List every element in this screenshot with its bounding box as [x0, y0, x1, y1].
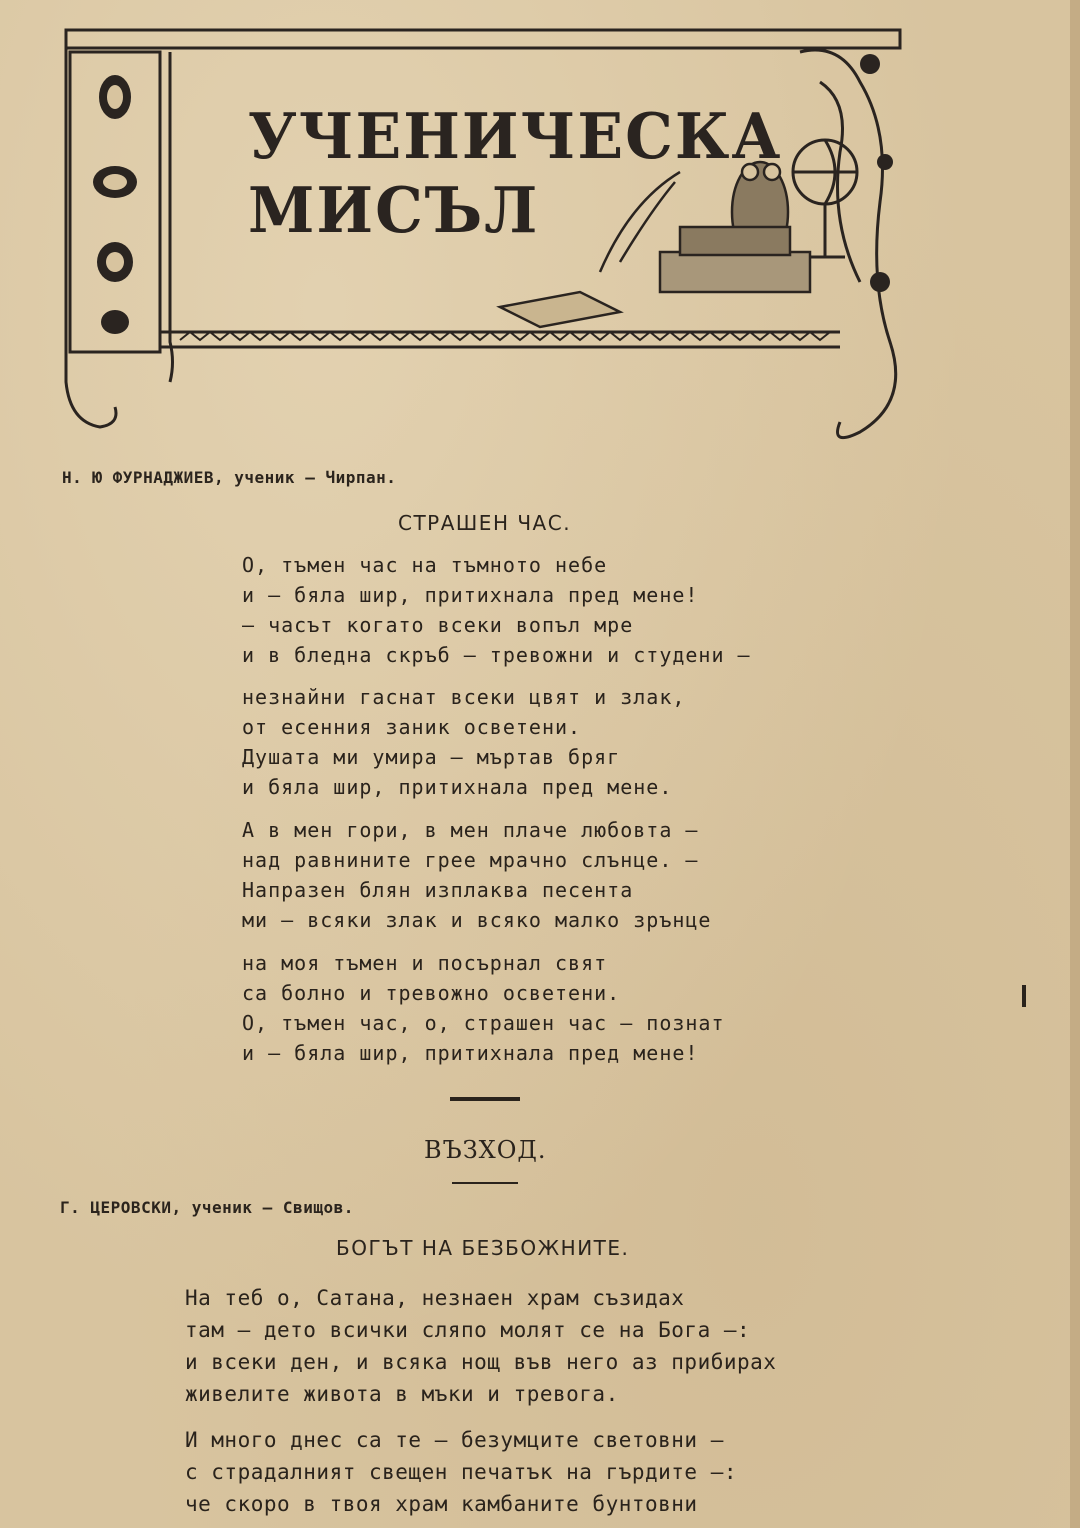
- poem-line: О, тъмен час на тъмното небе: [242, 553, 608, 577]
- poem-line: с страдалният свещен печатък на гърдите —:: [185, 1460, 738, 1484]
- poem-line: И много днес са те — безумците световни —: [185, 1428, 724, 1452]
- poem2-stanza-1: [185, 1282, 885, 1410]
- poem1-stanza-1: [242, 550, 882, 670]
- poem-line: и — бяла шир, притихнала пред мене!: [242, 1041, 699, 1065]
- poem2-stanza-2: [185, 1424, 885, 1520]
- poem-line: А в мен гори, в мен плаче любовта —: [242, 818, 699, 842]
- poem-line: че скоро в твоя храм камбаните бунтовни: [185, 1492, 698, 1516]
- poem-line: Душата ми умира — мъртав бряг: [242, 745, 621, 769]
- poem-line: живелите живота в мъки и тревога.: [185, 1382, 619, 1406]
- margin-mark: [1022, 985, 1026, 1007]
- poem-line: О, тъмен час, о, страшен час — познат: [242, 1011, 725, 1035]
- masthead-title: УЧЕНИЧЕСКА МИСЪЛ: [248, 100, 783, 248]
- poem-line: Напразен блян изплаква песента: [242, 878, 634, 902]
- poem-line: — часът когато всеки вопъл мре: [242, 613, 634, 637]
- section-title: ВЪЗХОД.: [424, 1136, 547, 1164]
- poem-line: и в бледна скръб — тревожни и студени —: [242, 643, 751, 667]
- poem2-byline: Г. ЦЕРОВСКИ, ученик — Свищов.: [60, 1198, 354, 1217]
- poem1-stanza-4: [242, 948, 882, 1068]
- poem1-stanza-3: [242, 815, 882, 935]
- poem2-title: БОГЪТ НА БЕЗБОЖНИТЕ.: [336, 1236, 630, 1260]
- poem-line: и — бяла шир, притихнала пред мене!: [242, 583, 699, 607]
- poem-line: над равнините грее мрачно слънце. —: [242, 848, 699, 872]
- poem-line: незнайни гаснат всеки цвят и злак,: [242, 685, 686, 709]
- poem1-title: СТРАШЕН ЧАС.: [398, 511, 572, 535]
- poem-line: ми — всяки злак и всяко малко зрънце: [242, 908, 712, 932]
- poem-line: от есенния заник осветени.: [242, 715, 582, 739]
- poem-line: там — дето всички сляпо молят се на Бога —:: [185, 1318, 751, 1342]
- poem-line: На теб о, Сатана, незнаен храм съзидах: [185, 1286, 685, 1310]
- poem-line: и всеки ден, и всяка нощ във него аз прибирах: [185, 1350, 777, 1374]
- section-underline: [452, 1182, 518, 1184]
- poem1-stanza-2: [242, 682, 882, 802]
- section-divider: [450, 1097, 520, 1101]
- poem-line: и бяла шир, притихнала пред мене.: [242, 775, 673, 799]
- poem-line: са болно и тревожно осветени.: [242, 981, 621, 1005]
- poem-line: на моя тъмен и посърнал свят: [242, 951, 608, 975]
- poem1-byline: Н. Ю ФУРНАДЖИЕВ, ученик — Чирпан.: [62, 468, 397, 487]
- page-edge: [1070, 0, 1080, 1528]
- masthead-frame: [60, 22, 910, 452]
